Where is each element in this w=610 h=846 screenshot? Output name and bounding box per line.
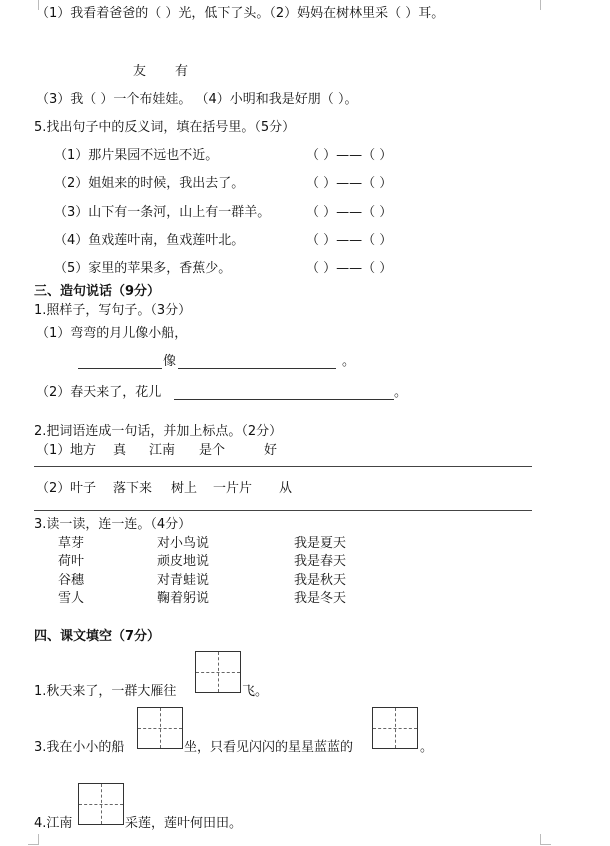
question-title: 1.照样子，写句子。（3分） <box>34 303 192 318</box>
writing-blank[interactable] <box>174 399 394 400</box>
word-chip: 落下来 <box>113 481 153 496</box>
fill-line: 。 <box>420 740 434 755</box>
match-left[interactable]: 草芽 <box>58 536 85 551</box>
match-right[interactable]: 我是夏天 <box>294 536 347 551</box>
match-middle[interactable]: 对青蛙说 <box>157 573 210 588</box>
fill-line: 采莲，莲叶何田田。 <box>125 816 243 831</box>
match-left[interactable]: 荷叶 <box>58 554 85 569</box>
match-middle[interactable]: 对小鸟说 <box>157 536 210 551</box>
fill-line: 1.秋天来了，一群大雁往 <box>34 684 177 699</box>
list-item: （3）山下有一条河，山上有一群羊。 <box>54 205 271 220</box>
word-chip: 是个 <box>199 443 226 458</box>
word-chip: 一片片 <box>213 481 253 496</box>
fill-line: 飞。 <box>242 684 269 699</box>
answer-blank: （ ）——（ ） <box>306 176 393 191</box>
page-corner-mark <box>540 0 551 10</box>
sentence-end: 。 <box>342 354 356 369</box>
answer-blank: （ ）——（ ） <box>306 148 393 163</box>
char-option: 友 <box>133 64 147 79</box>
question-line: （3）我（ ）一个布娃娃。 （4）小明和我是好朋（ ）。 <box>36 92 358 107</box>
writing-grid-box[interactable] <box>137 707 183 749</box>
answer-blank: （ ）——（ ） <box>306 205 393 220</box>
match-right[interactable]: 我是冬天 <box>294 591 347 606</box>
item-label: （2） <box>36 481 71 496</box>
writing-grid-box[interactable] <box>78 783 124 825</box>
list-item: （5）家里的苹果多，香蕉少。 <box>54 261 232 276</box>
question-line: （2）春天来了，花儿 <box>36 385 162 400</box>
answer-blank: （ ）——（ ） <box>306 261 393 276</box>
char-option: 有 <box>175 64 189 79</box>
match-left[interactable]: 雪人 <box>58 591 85 606</box>
page-corner-mark <box>540 834 551 845</box>
answer-line[interactable] <box>34 510 532 511</box>
writing-blank[interactable] <box>78 368 162 369</box>
answer-line[interactable] <box>34 466 532 467</box>
example-sentence: （1）弯弯的月儿像小船， <box>36 326 188 341</box>
question-title: 5.找出句子中的反义词，填在括号里。（5分） <box>34 120 296 135</box>
word-chip: 从 <box>279 481 293 496</box>
page-corner-mark <box>28 834 39 845</box>
fill-line: 3.我在小小的船 <box>34 740 125 755</box>
word-chip: 江南 <box>149 443 176 458</box>
sentence-word: 像 <box>163 354 177 369</box>
section-title: 四、课文填空（7分） <box>34 629 161 644</box>
list-item: （1）那片果园不远也不近。 <box>54 148 219 163</box>
word-chip: 地方 <box>70 443 97 458</box>
writing-blank[interactable] <box>178 368 336 369</box>
word-chip: 好 <box>264 443 278 458</box>
question-title: 2.把词语连成一句话，并加上标点。（2分） <box>34 424 283 439</box>
match-middle[interactable]: 顽皮地说 <box>157 554 210 569</box>
word-chip: 真 <box>113 443 127 458</box>
sentence-end: 。 <box>394 385 408 400</box>
list-item: （2）姐姐来的时候，我出去了。 <box>54 176 245 191</box>
answer-blank: （ ）——（ ） <box>306 233 393 248</box>
fill-line: 4.江南 <box>34 816 73 831</box>
writing-grid-box[interactable] <box>195 651 241 693</box>
list-item: （4）鱼戏莲叶南，鱼戏莲叶北。 <box>54 233 245 248</box>
question-line: （1）我看着爸爸的（ ）光，低下了头。（2）妈妈在树林里采（ ）耳。 <box>36 6 445 21</box>
word-chip: 叶子 <box>70 481 97 496</box>
fill-line: 坐，只看见闪闪的星星蓝蓝的 <box>184 740 354 755</box>
match-left[interactable]: 谷穗 <box>58 573 85 588</box>
match-right[interactable]: 我是春天 <box>294 554 347 569</box>
writing-grid-box[interactable] <box>372 707 418 749</box>
section-title: 三、造句说话（9分） <box>34 284 161 299</box>
question-title: 3.读一读，连一连。（4分） <box>34 517 192 532</box>
match-middle[interactable]: 鞠着躬说 <box>157 591 210 606</box>
word-chip: 树上 <box>171 481 198 496</box>
match-right[interactable]: 我是秋天 <box>294 573 347 588</box>
item-label: （1） <box>36 443 71 458</box>
